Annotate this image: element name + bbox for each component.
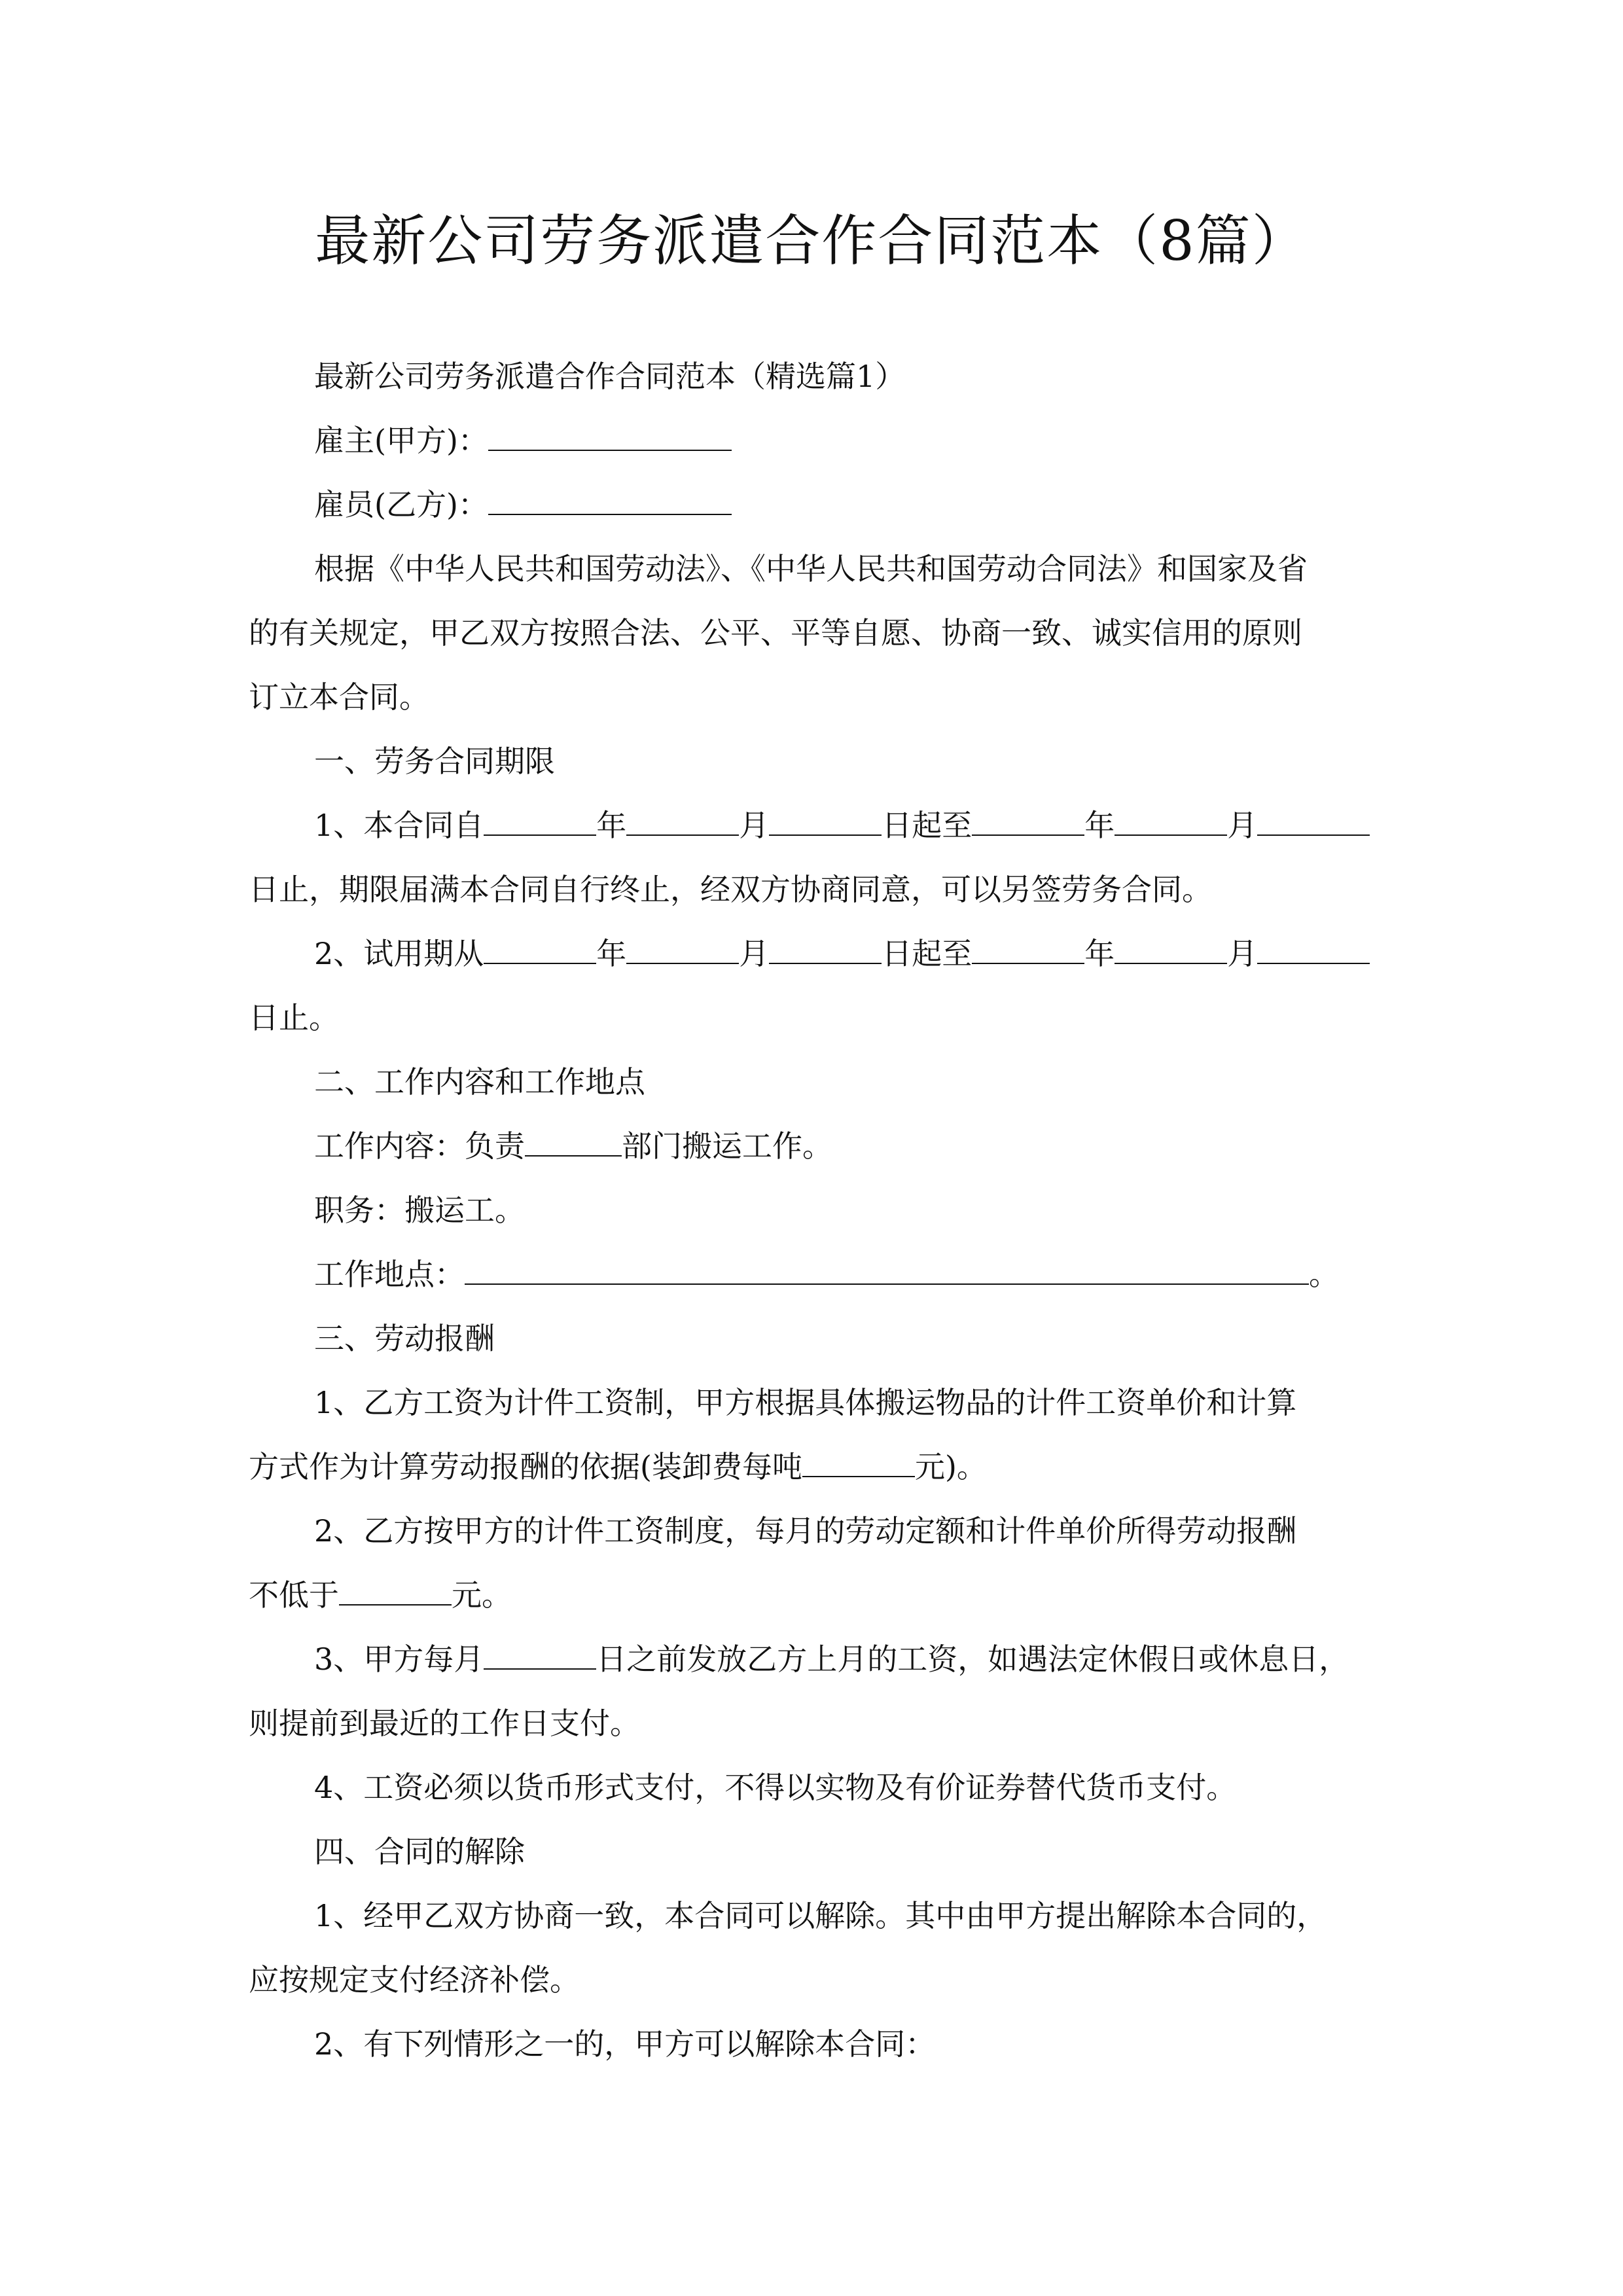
blank bbox=[972, 934, 1084, 964]
duty-line: 职务：搬运工。 bbox=[314, 1193, 525, 1228]
year-label: 年 bbox=[1084, 936, 1115, 971]
month-label: 月 bbox=[739, 936, 770, 971]
day-from-label: 日起至 bbox=[882, 808, 972, 843]
minimum-pay-blank bbox=[339, 1575, 452, 1605]
pay-clause-2-line-1: 2、乙方按甲方的计件工资制度，每月的劳动定额和计件单价所得劳动报酬 bbox=[314, 1513, 1297, 1549]
section1-heading: 一、劳务合同期限 bbox=[314, 744, 555, 779]
subtitle: 最新公司劳务派遣合作合同范本（精选篇1） bbox=[314, 359, 906, 394]
preamble-line-2: 的有关规定，甲乙双方按照合法、公平、平等自愿、协商一致、诚实信用的原则 bbox=[249, 615, 1302, 651]
section4-heading: 四、合同的解除 bbox=[314, 1834, 525, 1869]
section3-heading: 三、劳动报酬 bbox=[314, 1321, 495, 1356]
work-content-label: 工作内容：负责 bbox=[314, 1128, 525, 1164]
work-location-label: 工作地点： bbox=[314, 1257, 465, 1292]
month-label: 月 bbox=[739, 808, 770, 843]
employer-label: 雇主(甲方)： bbox=[314, 423, 488, 458]
blank bbox=[972, 806, 1084, 836]
year-label: 年 bbox=[1084, 808, 1115, 843]
pay-clause-1-unit: 元)。 bbox=[914, 1449, 987, 1484]
pay-clause-1-text: 方式作为计算劳动报酬的依据(装卸费每吨 bbox=[249, 1449, 802, 1484]
blank bbox=[484, 934, 596, 964]
blank bbox=[1257, 934, 1370, 964]
work-content-line bbox=[314, 1126, 1387, 1166]
preamble-line-1: 根据《中华人民共和国劳动法》、《中华人民共和国劳动合同法》和国家及省 bbox=[314, 551, 1308, 586]
probation-clause-line-2: 日止。 bbox=[249, 1000, 339, 1035]
blank bbox=[1115, 934, 1227, 964]
preamble-line-3: 订立本合同。 bbox=[249, 679, 429, 715]
pay-clause-2-text: 不低于 bbox=[249, 1577, 339, 1613]
blank bbox=[626, 806, 739, 836]
employee-line bbox=[314, 485, 1387, 524]
employee-blank bbox=[488, 485, 732, 515]
pay-clause-3-line-1 bbox=[314, 1640, 1387, 1679]
termination-clause-2: 2、有下列情形之一的，甲方可以解除本合同： bbox=[314, 2026, 936, 2062]
term-clause-line-1 bbox=[314, 806, 1387, 845]
month-label: 月 bbox=[1227, 936, 1258, 971]
location-blank bbox=[465, 1255, 1309, 1285]
employer-line bbox=[314, 421, 1387, 460]
pay-clause-3-text: 3、甲方每月 bbox=[314, 1641, 484, 1677]
department-blank bbox=[525, 1126, 622, 1157]
work-content-text: 部门搬运工作。 bbox=[622, 1128, 832, 1164]
section2-heading: 二、工作内容和工作地点 bbox=[314, 1064, 645, 1100]
pay-clause-4: 4、工资必须以货币形式支付，不得以实物及有价证券替代货币支付。 bbox=[314, 1770, 1237, 1805]
blank bbox=[769, 806, 882, 836]
probation-clause-text: 2、试用期从 bbox=[314, 936, 484, 971]
pay-clause-1-line-2 bbox=[249, 1447, 1387, 1486]
fee-blank bbox=[802, 1447, 915, 1477]
blank bbox=[626, 934, 739, 964]
term-clause-line-2: 日止，期限届满本合同自行终止，经双方协商同意，可以另签劳务合同。 bbox=[249, 872, 1212, 907]
pay-clause-3-text-rest: 日之前发放乙方上月的工资，如遇法定休假日或休息日， bbox=[596, 1641, 1349, 1677]
pay-clause-3-line-2: 则提前到最近的工作日支付。 bbox=[249, 1706, 640, 1741]
termination-clause-1-line-1: 1、经甲乙双方协商一致，本合同可以解除。其中由甲方提出解除本合同的， bbox=[314, 1898, 1327, 1933]
pay-clause-2-unit: 元。 bbox=[452, 1577, 512, 1613]
document-title: 最新公司劳务派遣合作合同范本（8篇） bbox=[315, 209, 1308, 273]
term-clause-text: 1、本合同自 bbox=[314, 808, 484, 843]
year-label: 年 bbox=[596, 808, 627, 843]
blank bbox=[1115, 806, 1227, 836]
pay-day-blank bbox=[484, 1640, 596, 1670]
month-label: 月 bbox=[1227, 808, 1258, 843]
employee-label: 雇员(乙方)： bbox=[314, 487, 488, 522]
year-label: 年 bbox=[596, 936, 627, 971]
pay-clause-1-line-1: 1、乙方工资为计件工资制，甲方根据具体搬运物品的计件工资单价和计算 bbox=[314, 1385, 1297, 1420]
blank bbox=[1257, 806, 1370, 836]
day-from-label: 日起至 bbox=[882, 936, 972, 971]
blank bbox=[484, 806, 596, 836]
work-location-line bbox=[314, 1255, 1387, 1294]
employer-blank bbox=[488, 421, 732, 451]
period-mark: 。 bbox=[1309, 1257, 1339, 1292]
termination-clause-1-line-2: 应按规定支付经济补偿。 bbox=[249, 1962, 580, 1998]
pay-clause-2-line-2 bbox=[249, 1575, 1387, 1615]
blank bbox=[769, 934, 882, 964]
probation-clause-line-1 bbox=[314, 934, 1387, 973]
